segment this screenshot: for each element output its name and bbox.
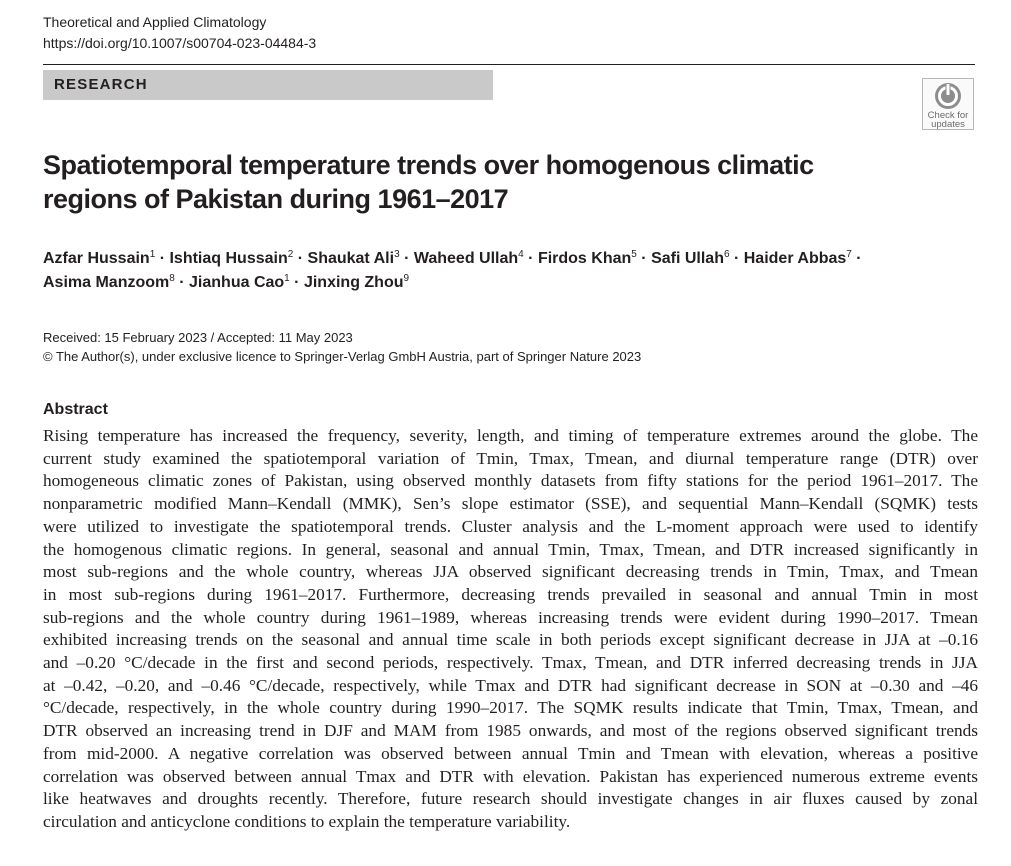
abstract-line: DTR observed an increasing trend in DJF and MAM from 1985 onwards, and most of the regions observed significant trends: [43, 721, 978, 741]
author-name[interactable]: Shaukat Ali$^3$: [307, 249, 400, 267]
journal-header: [43, 12, 316, 54]
abstract-line: in most sub-regions during 1961–2017. Furthermore, decreasing trends prevailed in seasonal and annual Tmin in most: [43, 584, 978, 604]
check-for-updates-icon: [934, 82, 962, 110]
abstract-line: at –0.42, –0.20, and –0.46 °C/decade, respectively, while Tmax and DTR had significant decrease in SON at –0.30 and –46: [43, 675, 978, 695]
received-accepted: Received: 15 February 2023 / Accepted: 11 May 2023: [43, 330, 353, 345]
abstract-line: correlation was observed between annual Tmax and DTR with elevation. Pakistan has experienced numerous extreme events: [43, 766, 978, 786]
copyright-notice: © The Author(s), under exclusive licence to Springer-Verlag GmbH Austria, part of Springer Nature 2023: [43, 349, 642, 364]
author-name[interactable]: Jianhua Cao$^1$: [189, 273, 290, 291]
abstract-line: nonparametric modified Mann–Kendall (MMK), Sen’s slope estimator (SSE), and sequential Mann–Kendall (SQMK) tests: [43, 494, 978, 514]
author-name[interactable]: Safi Ullah$^6$: [651, 249, 730, 267]
abstract-line: homogeneous climatic zones of Pakistan, using observed monthly datasets from fifty stations for the period 1961–2017. The: [43, 471, 978, 491]
section-banner: RESEARCH: [43, 70, 493, 100]
author-name[interactable]: Haider Abbas$^7$: [743, 249, 852, 267]
author-name[interactable]: Asima Manzoom$^8$: [43, 273, 175, 291]
abstract-line: exhibited increasing trends on the seasonal and annual time scale in both periods except significant decrease in JJA at –0.16: [43, 630, 978, 650]
author-name[interactable]: Jinxing Zhou$^9$: [303, 273, 410, 291]
author-line: Azfar Hussain$^1$ · Ishtiaq Hussain$^2$ · Shaukat Ali$^3$ · Waheed Ullah$^4$ · Firdos Khan$^5$ · Safi Ullah$^6$ · Haider Abbas$^7$ ·: [43, 249, 862, 267]
abstract-line: like heatwaves and droughts recently. Therefore, future research should investigate changes in air fluxes caused by zonal: [43, 789, 978, 809]
check-for-updates-badge[interactable]: [922, 78, 974, 130]
check-for-updates-label: Check for updates: [927, 110, 969, 130]
abstract-line: were utilized to investigate the spatiotemporal trends. Cluster analysis and the L-moment approach were used to identify: [43, 516, 978, 536]
author-name[interactable]: Firdos Khan$^5$: [537, 249, 637, 267]
header-rule: [43, 64, 975, 65]
abstract-line: circulation and anticyclone conditions to explain the temperature variability.: [43, 811, 571, 831]
author-name[interactable]: Azfar Hussain$^1$: [43, 249, 156, 267]
doi-link[interactable]: https://doi.org/10.1007/s00704-023-04484-3: [43, 35, 317, 51]
author-name[interactable]: Ishtiaq Hussain$^2$: [169, 249, 294, 267]
abstract-line: sub-regions and the whole country during 1961–1989, whereas increasing trends were evident during 1990–2017. Tmean: [43, 607, 978, 627]
abstract-line: and –0.20 °C/decade in the first and second periods, respectively. Tmax, Tmean, and DTR inferred decreasing trends in JJA: [43, 653, 978, 673]
abstract-body: [43, 425, 978, 834]
article-title: [43, 148, 863, 216]
abstract-heading: Abstract: [43, 401, 108, 418]
author-line: Asima Manzoom$^8$ · Jianhua Cao$^1$ · Jinxing Zhou$^9$: [43, 273, 410, 291]
abstract-line: Rising temperature has increased the frequency, severity, length, and timing of temperature extremes around the globe. The: [43, 426, 978, 445]
abstract-line: from mid-2000. A negative correlation was observed between annual Tmin and Tmean with elevation, whereas a positive: [43, 743, 978, 763]
author-name[interactable]: Waheed Ullah$^4$: [413, 249, 524, 267]
abstract-line: °C/decade, respectively, in the whole country during 1990–2017. The SQMK results indicate that Tmin, Tmax, Tmean, and: [43, 698, 978, 718]
journal-name: Theoretical and Applied Climatology: [43, 14, 267, 30]
title-line: Spatiotemporal temperature trends over homogenous climatic: [43, 150, 814, 180]
author-list: [43, 247, 973, 295]
abstract-line: current study examined the spatiotemporal variation of Tmin, Tmax, Tmean, and diurnal temperature range (DTR) over: [43, 448, 978, 468]
publication-dates: [43, 328, 641, 366]
title-line: regions of Pakistan during 1961–2017: [43, 184, 509, 214]
abstract-line: the homogenous climatic regions. In general, seasonal and annual Tmin, Tmax, Tmean, and DTR increased significantly in: [43, 539, 978, 559]
abstract-line: most sub-regions and the whole country, whereas JJA observed significant decreasing trends in Tmin, Tmax, and Tmean: [43, 562, 978, 582]
